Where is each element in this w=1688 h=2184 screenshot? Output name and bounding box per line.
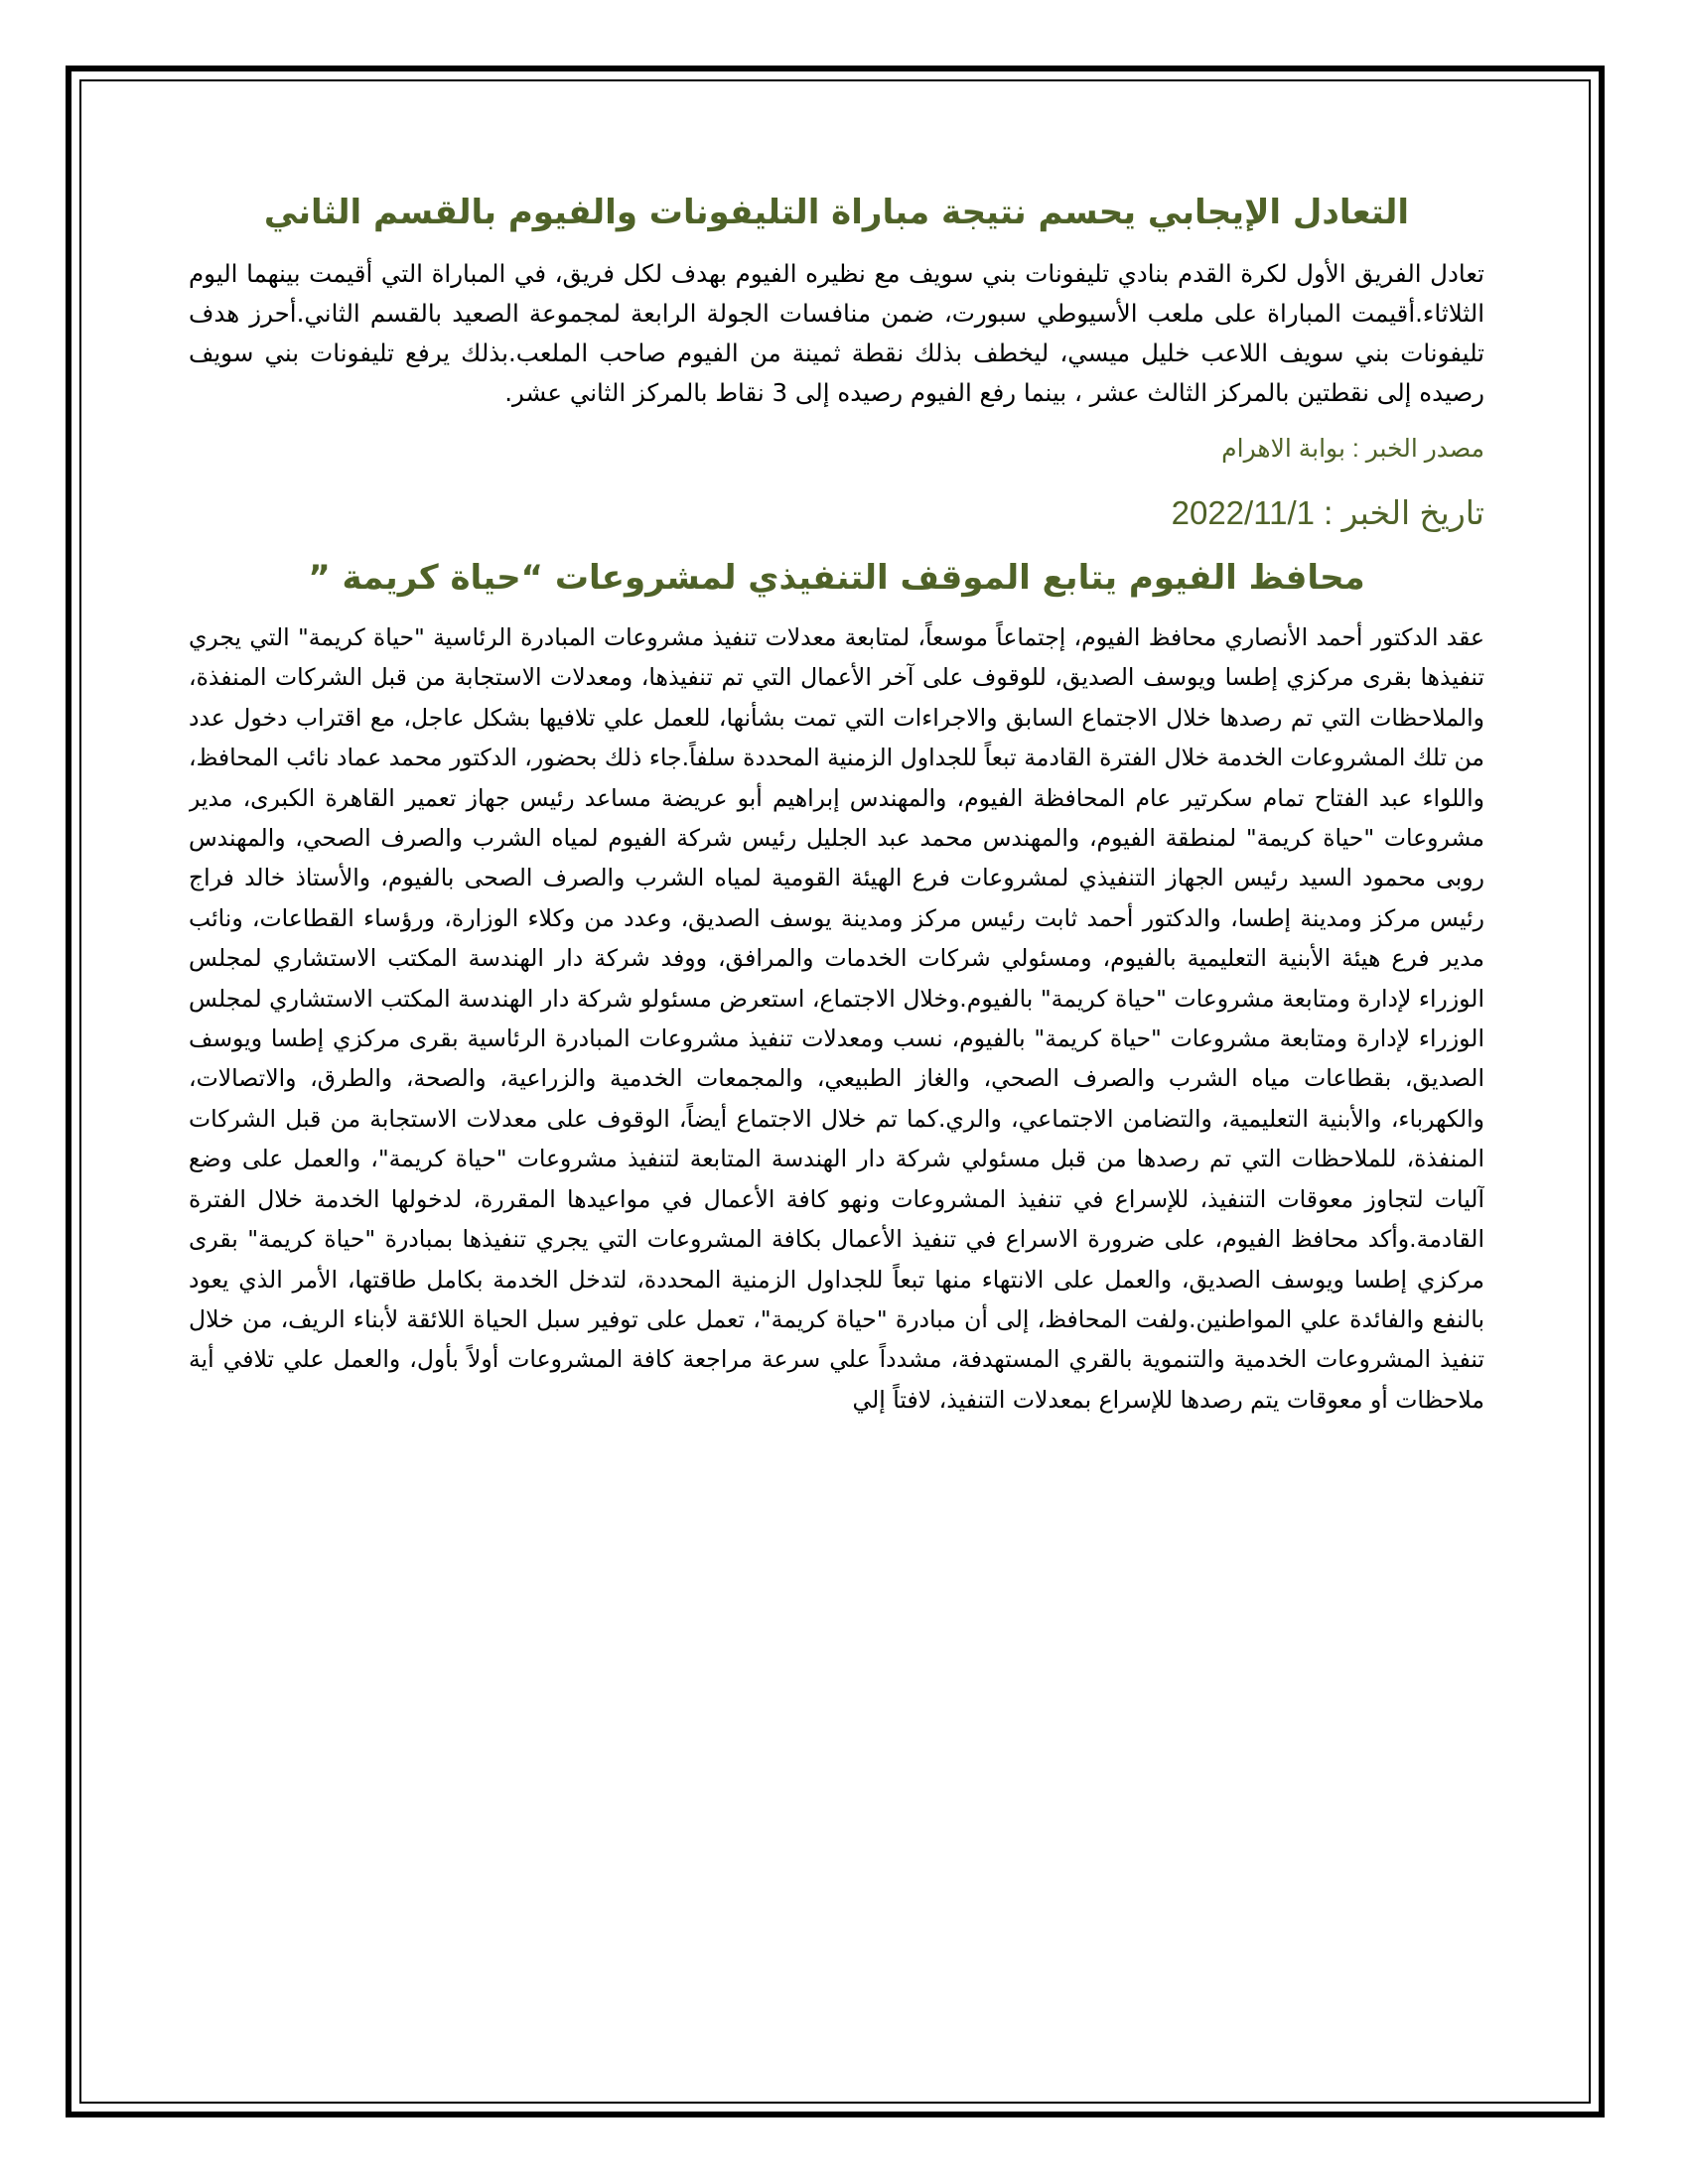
document-content <box>189 189 1484 1853</box>
article1-title: التعادل الإيجابي يحسم نتيجة مباراة التليفونات والفيوم بالقسم الثاني <box>263 193 1410 232</box>
article2-title: محافظ الفيوم يتابع الموقف التنفيذي لمشروعات “حياة كريمة ” <box>308 558 1365 598</box>
article2-body: عقد الدكتور أحمد الأنصاري محافظ الفيوم، إجتماعاً موسعاً، لمتابعة معدلات تنفيذ مشروعات المبادرة الرئاسية "حياة كريمة" التي يجري تنفيذها بقرى مركزي إطسا ويوسف الصديق، للوقوف على آخر الأعمال التي تم تنفيذها، ومعدلات الاستجابة من قبل الشركات المنفذة، والملاحظات التي تم رصدها خلال الاجتماع السابق والاجراءات التي تمت بشأنها، للعمل علي تلافيها بشكل عاجل، مع اقتراب دخول عدد من تلك المشروعات الخدمة خلال الفترة القادمة تبعاً للجداول الزمنية المحددة سلفاً.جاء ذلك بحضور، الدكتور محمد عماد نائب المحافظ، واللواء عبد الفتاح تمام سكرتير عام المحافظة الفيوم، والمهندس إبراهيم أبو عريضة مساعد رئيس جهاز تعمير القاهرة الكبرى، مدير مشروعات "حياة كريمة" لمنطقة الفيوم، والمهندس محمد عبد الجليل رئيس شركة الفيوم لمياه الشرب والصرف الصحي، والمهندس روبى محمود السيد رئيس الجهاز التنفيذي لمشروعات فرع الهيئة القومية لمياه الشرب والصرف الصحى بالفيوم، والأستاذ خالد فراج رئيس مركز ومدينة إطسا، والدكتور أحمد ثابت رئيس مركز ومدينة يوسف الصديق، وعدد من وكلاء الوزارة، ورؤساء القطاعات، ونائب مدير فرع هيئة الأبنية التعليمية بالفيوم، ومسئولي شركات الخدمات والمرافق، ووفد شركة دار الهندسة المكتب الاستشاري لمجلس الوزراء لإدارة ومتابعة مشروعات "حياة كريمة" بالفيوم.وخلال الاجتماع، استعرض مسئولو شركة دار الهندسة المكتب الاستشاري لمجلس الوزراء لإدارة ومتابعة مشروعات "حياة كريمة" بالفيوم، نسب ومعدلات تنفيذ مشروعات المبادرة الرئاسية بقرى مركزي إطسا ويوسف الصديق، بقطاعات مياه الشرب والصرف الصحي، والغاز الطبيعي، والمجمعات الخدمية والزراعية، والصحة، والطرق، والاتصالات، والكهرباء، والأبنية التعليمية، والتضامن الاجتماعي، والري.كما تم خلال الاجتماع أيضاً، الوقوف على معدلات الاستجابة من قبل الشركات المنفذة، للملاحظات التي تم رصدها من قبل مسئولي شركة دار الهندسة المتابعة لتنفيذ مشروعات "حياة كريمة"، والعمل على وضع آليات لتجاوز معوقات التنفيذ، للإسراع في تنفيذ المشروعات ونهو كافة الأعمال في مواعيدها المقررة، لدخولها الخدمة خلال الفترة القادمة.وأكد محافظ الفيوم، على ضرورة الاسراع في تنفيذ الأعمال بكافة المشروعات التي يجري تنفيذها بمبادرة "حياة كريمة" بقرى مركزي إطسا ويوسف الصديق، والعمل على الانتهاء منها تبعاً للجداول الزمنية المحددة، لتدخل الخدمة بكامل طاقتها، الأمر الذي يعود بالنفع والفائدة علي المواطنين.ولفت المحافظ، إلى أن مبادرة "حياة كريمة"، تعمل على توفير سبل الحياة اللائقة لأبناء الريف، من خلال تنفيذ المشروعات الخدمية والتنموية بالقري المستهدفة، مشدداً علي سرعة مراجعة كافة المشروعات أولاً بأول، والعمل علي تلافي أية ملاحظات أو معوقات يتم رصدها للإسراع بمعدلات التنفيذ، لافتاً إلي <box>189 623 1484 1414</box>
article1-source: مصدر الخبر : بوابة الاهرام <box>1221 435 1484 463</box>
article1-date: تاريخ الخبر : 2022/11/1 <box>1171 494 1484 531</box>
article1-body: تعادل الفريق الأول لكرة القدم بنادي تليفونات بني سويف مع نظيره الفيوم بهدف لكل فريق، في المباراة التي أقيمت بينهما اليوم الثلاثاء.أقيمت المباراة على ملعب الأسيوطي سبورت، ضمن منافسات الجولة الرابعة لمجموعة الصعيد بالقسم الثاني.أحرز هدف تليفونات بني سويف اللاعب خليل ميسي، ليخطف بذلك نقطة ثمينة من الفيوم صاحب الملعب.بذلك يرفع تليفونات بني سويف رصيده إلى نقطتين بالمركز الثالث عشر ، بينما رفع الفيوم رصيده إلى 3 نقاط بالمركز الثاني عشر. <box>189 259 1484 407</box>
